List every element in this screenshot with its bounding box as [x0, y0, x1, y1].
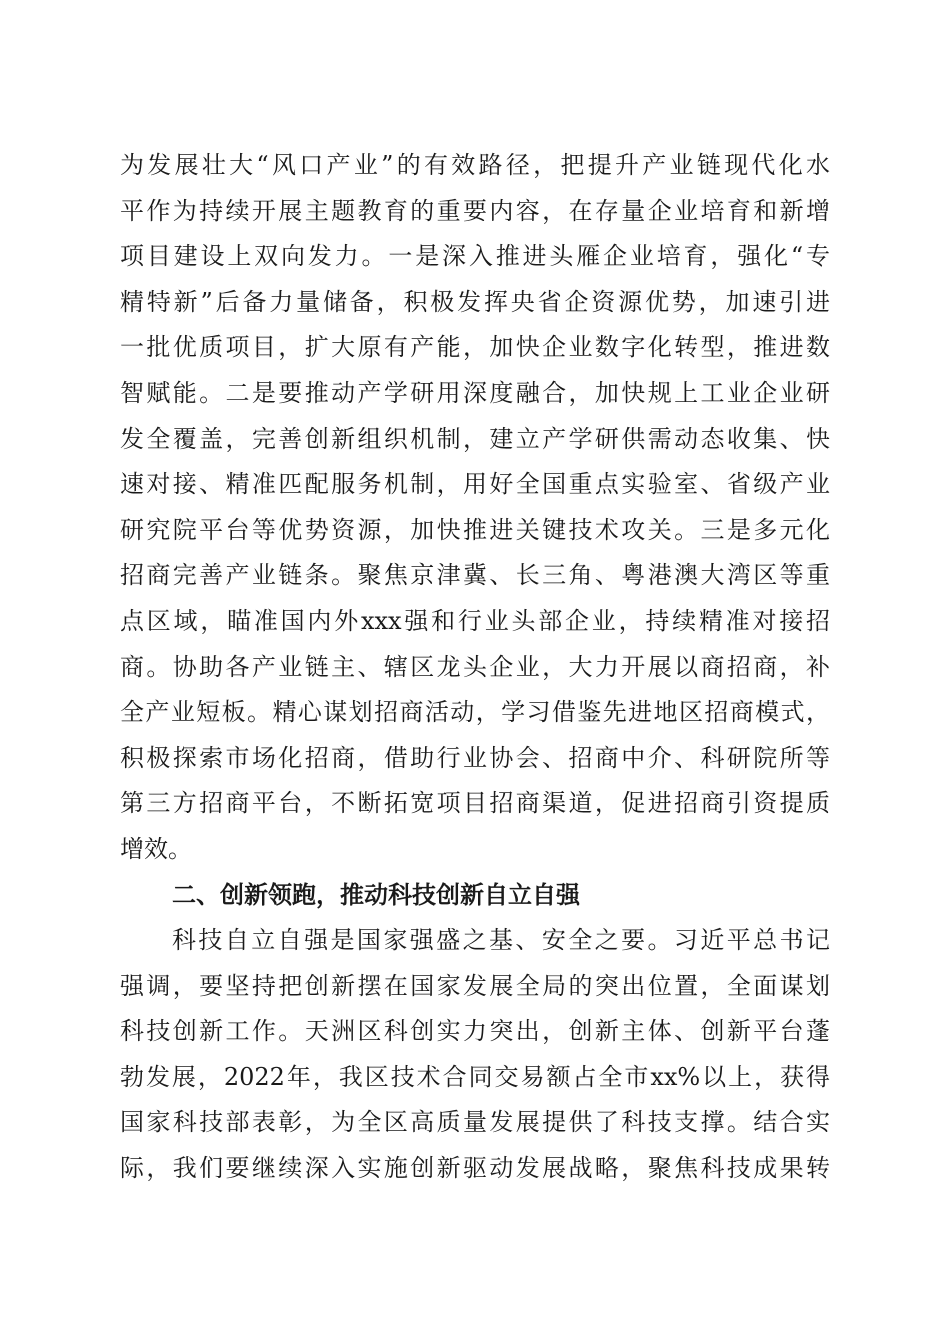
paragraph-line: 速对接、精准匹配服务机制，用好全国重点实验室、省级产业 [120, 470, 830, 499]
section-heading: 二、创新领跑，推动科技创新自立自强 [172, 880, 580, 909]
paragraph-line: 国家科技部表彰，为全区高质量发展提供了科技支撑。结合实 [120, 1108, 830, 1137]
paragraph-line: 点区域，瞄准国内外xxx强和行业头部企业，持续精准对接招 [120, 606, 830, 635]
paragraph-line: 一批优质项目，扩大原有产能，加快企业数字化转型，推进数 [120, 333, 830, 362]
paragraph-line: 项目建设上双向发力。一是深入推进头雁企业培育，强化“专 [120, 242, 830, 271]
paragraph-line: 科技创新工作。天洲区科创实力突出，创新主体、创新平台蓬 [120, 1017, 830, 1046]
paragraph-line: 智赋能。二是要推动产学研用深度融合，加快规上工业企业研 [120, 378, 830, 407]
paragraph-industry-chain [120, 143, 830, 873]
paragraph-line: 发全覆盖，完善创新组织机制，建立产学研供需动态收集、快 [120, 424, 830, 453]
paragraph-line: 平作为持续开展主题教育的重要内容，在存量企业培育和新增 [120, 196, 830, 225]
paragraph-line: 际，我们要继续深入实施创新驱动发展战略，聚焦科技成果转 [120, 1154, 830, 1183]
paragraph-tech-innovation [120, 918, 830, 1192]
paragraph-line: 为发展壮大“风口产业”的有效路径，把提升产业链现代化水 [120, 151, 830, 179]
paragraph-line: 精特新”后备力量储备，积极发挥央省企资源优势，加速引进 [120, 287, 830, 316]
paragraph-line: 科技自立自强是国家强盛之基、安全之要。习近平总书记 [172, 926, 830, 955]
paragraph-line: 第三方招商平台，不断拓宽项目招商渠道，促进招商引资提质 [120, 789, 830, 818]
document-body [120, 143, 830, 1192]
paragraph-line: 研究院平台等优势资源，加快推进关键技术攻关。三是多元化 [120, 515, 830, 544]
paragraph-line: 强调，要坚持把创新摆在国家发展全局的突出位置，全面谋划 [120, 971, 830, 1000]
paragraph-line: 积极探索市场化招商，借助行业协会、招商中介、科研院所等 [120, 743, 830, 772]
paragraph-line: 招商完善产业链条。聚焦京津冀、长三角、粤港澳大湾区等重 [120, 561, 830, 590]
paragraph-line: 商。协助各产业链主、辖区龙头企业，大力开展以商招商，补 [120, 652, 830, 681]
paragraph-line: 勃发展，2022年，我区技术合同交易额占全市xx%以上，获得 [120, 1062, 830, 1091]
paragraph-line: 增效。 [120, 834, 192, 863]
paragraph-line: 全产业短板。精心谋划招商活动，学习借鉴先进地区招商模式， [120, 698, 830, 727]
